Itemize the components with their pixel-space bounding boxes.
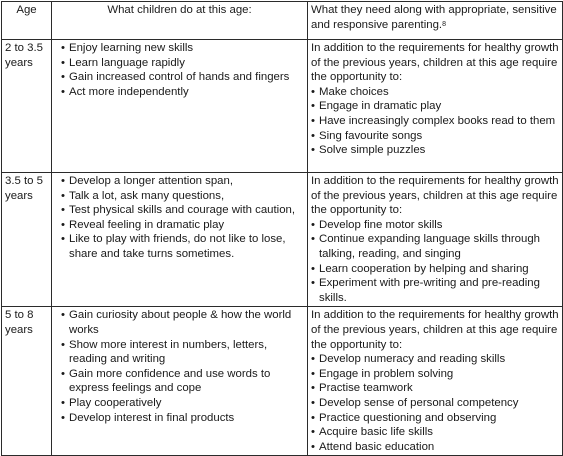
list-item: [311, 352, 559, 367]
table-row: [2, 40, 563, 173]
activities-list: [55, 41, 304, 99]
list-item-text: Develop interest in final products: [69, 411, 235, 424]
list-item: [61, 338, 304, 367]
list-item-text: Reveal feeling in dramatic play: [69, 218, 225, 231]
list-item-text: Gain increased control of hands and fingers: [69, 71, 290, 84]
development-table: [1, 1, 563, 456]
list-item-text: Gain more confidence and use words to express feelings and cope: [69, 367, 271, 395]
header-what-children-do: What children do at this age:: [52, 2, 308, 40]
list-item-text: Learn cooperation by helping and sharing: [319, 262, 529, 275]
needs-list: [311, 352, 559, 454]
bullet-icon: •: [311, 262, 315, 275]
list-item-text: Develop numeracy and reading skills: [319, 353, 506, 366]
list-item: [311, 411, 559, 426]
list-item: [311, 99, 559, 114]
list-item-text: Continue expanding language skills through talking, reading, and singing: [319, 233, 541, 260]
list-item-text: Acquire basic life skills: [319, 426, 433, 439]
list-item: [311, 129, 559, 144]
list-item: [61, 189, 304, 204]
activities-list: [55, 174, 304, 262]
age-cell: 5 to 8 years: [2, 307, 52, 456]
list-item: [61, 41, 304, 56]
list-item-text: Learn language rapidly: [69, 56, 185, 69]
needs-cell: [308, 173, 563, 307]
list-item: [311, 262, 559, 277]
needs-cell: [308, 40, 563, 173]
list-item-text: Develop a longer attention span,: [69, 175, 234, 187]
list-item-text: Sing favourite songs: [319, 129, 423, 142]
bullet-icon: •: [61, 309, 65, 322]
list-item-text: Engage in dramatic play: [319, 100, 442, 113]
list-item-text: Show more interest in numbers, letters, reading and writing: [69, 338, 268, 366]
activities-cell: [52, 173, 308, 307]
list-item: [61, 218, 304, 233]
list-item-text: Develop fine motor skills: [319, 218, 443, 231]
bullet-icon: •: [311, 411, 315, 424]
bullet-icon: •: [311, 144, 315, 157]
list-item-text: Like to play with friends, do not like to lose, share and take turns sometimes.: [69, 233, 286, 260]
bullet-icon: •: [61, 218, 65, 231]
bullet-icon: •: [311, 367, 315, 380]
needs-intro: In addition to the requirements for healthy growth of the previous years, children at this age require the opportunity to:: [311, 175, 559, 217]
bullet-icon: •: [311, 277, 315, 290]
bullet-icon: •: [61, 56, 65, 69]
list-item-text: Enjoy learning new skills: [69, 42, 194, 54]
list-item: [311, 218, 559, 233]
list-item-text: Have increasingly complex books read to them: [319, 114, 556, 127]
bullet-icon: •: [311, 85, 315, 98]
list-item: [311, 425, 559, 440]
needs-cell: [308, 307, 563, 456]
bullet-icon: •: [311, 114, 315, 127]
bullet-icon: •: [311, 129, 315, 142]
list-item: [311, 232, 559, 261]
list-item-text: Talk a lot, ask many questions,: [69, 189, 225, 202]
list-item-text: Act more independently: [69, 85, 189, 98]
list-item: [61, 85, 304, 100]
bullet-icon: •: [61, 396, 65, 409]
bullet-icon: •: [61, 85, 65, 98]
bullet-icon: •: [311, 218, 315, 231]
bullet-icon: •: [311, 440, 315, 453]
bullet-icon: •: [311, 396, 315, 409]
list-item-text: Solve simple puzzles: [319, 144, 426, 157]
list-item-text: Make choices: [319, 85, 389, 98]
bullet-icon: •: [311, 382, 315, 395]
header-age: Age: [2, 2, 52, 40]
list-item: [61, 70, 304, 85]
list-item: [311, 143, 559, 158]
needs-list: [311, 85, 559, 158]
needs-list: [311, 218, 559, 306]
list-item: [311, 381, 559, 396]
list-item-text: Gain curiosity about people & how the world works: [69, 309, 292, 336]
list-item: [61, 396, 304, 411]
list-item-text: Practise teamwork: [319, 382, 413, 395]
list-item: [311, 85, 559, 100]
list-item-text: Test physical skills and courage with caution,: [69, 204, 296, 217]
list-item-text: Experiment with pre-writing and pre-reading skills.: [319, 277, 540, 304]
header-row: [2, 2, 563, 40]
header-what-they-need: [308, 2, 563, 40]
table-row: [2, 307, 563, 456]
bullet-icon: •: [311, 426, 315, 439]
bullet-icon: •: [61, 411, 65, 424]
list-item: [311, 114, 559, 129]
bullet-icon: •: [61, 175, 65, 187]
age-cell: 2 to 3.5 years: [2, 40, 52, 173]
list-item: [61, 308, 304, 337]
list-item: [61, 367, 304, 396]
list-item: [61, 203, 304, 218]
activities-list: [55, 308, 304, 425]
table-row: [2, 173, 563, 307]
bullet-icon: •: [61, 338, 65, 351]
activities-cell: [52, 40, 308, 173]
list-item-text: Play cooperatively: [69, 396, 162, 409]
list-item: [61, 174, 304, 189]
needs-intro: In addition to the requirements for healthy growth of the previous years, children at this age require the opportunity to:: [311, 42, 559, 84]
list-item: [311, 396, 559, 411]
bullet-icon: •: [61, 71, 65, 84]
header-what-they-need-text: What they need along with appropriate, sensitive and responsive parenting.: [311, 4, 557, 31]
bullet-icon: •: [311, 100, 315, 113]
bullet-icon: •: [311, 353, 315, 366]
bullet-icon: •: [311, 233, 315, 246]
list-item-text: Practice questioning and observing: [319, 411, 497, 424]
list-item: [311, 440, 559, 455]
list-item: [61, 232, 304, 261]
needs-intro: In addition to the requirements for healthy growth of the previous years, children at this age require the opportunity to:: [311, 309, 559, 351]
bullet-icon: •: [61, 42, 65, 54]
list-item-text: Develop sense of personal competency: [319, 396, 519, 409]
list-item: [61, 56, 304, 71]
list-item-text: Attend basic education: [319, 440, 435, 453]
header-reference-number: 8: [442, 20, 446, 28]
bullet-icon: •: [61, 233, 65, 246]
list-item: [311, 276, 559, 305]
list-item: [311, 367, 559, 382]
bullet-icon: •: [61, 189, 65, 202]
bullet-icon: •: [61, 367, 65, 380]
age-cell: 3.5 to 5 years: [2, 173, 52, 307]
list-item-text: Engage in problem solving: [319, 367, 454, 380]
bullet-icon: •: [61, 204, 65, 217]
list-item: [61, 411, 304, 426]
activities-cell: [52, 307, 308, 456]
